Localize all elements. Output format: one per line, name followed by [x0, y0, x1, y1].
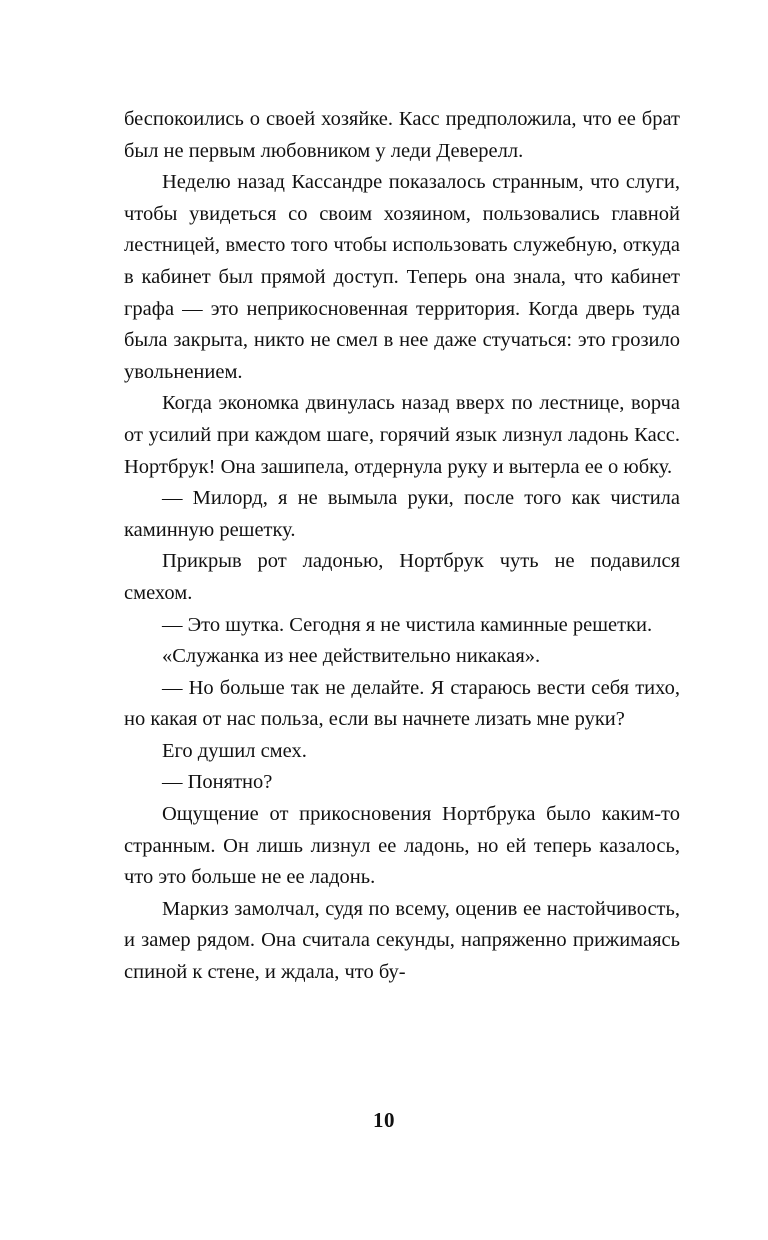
- paragraph: Маркиз замолчал, судя по всему, оценив ее настойчивость, и замер рядом. Она считала секунды, напряженно прижимаясь спиной к стене, и ждала, что бу-: [124, 897, 680, 984]
- paragraph: Когда экономка двинулась назад вверх по лестнице, ворча от усилий при каждом шаге, горячий язык лизнул ладонь Касс. Нортбрук! Она зашипела, отдернула руку и вытерла ее о юбку.: [124, 392, 680, 478]
- paragraph: «Служанка из нее действительно никакая».: [162, 645, 541, 668]
- paragraph: Ощущение от прикосновения Нортбрука было каким-то странным. Он лишь лизнул ее ладонь, но ей теперь казалось, что это больше не ее ладонь.: [124, 803, 680, 889]
- page-number: 10: [373, 1108, 395, 1132]
- paragraph: Прикрыв рот ладонью, Нортбрук чуть не подавился смехом.: [124, 550, 680, 604]
- paragraph: Его душил смех.: [162, 739, 307, 762]
- paragraph: Неделю назад Кассандре показалось странным, что слуги, чтобы увидеться со своим хозяином, пользовались главной лестницей, вместо того чтобы использовать служебную, откуда в кабинет был прямой доступ. Теперь она знала, что кабинет графа — это неприкосновенная территория. Когда дверь туда была закрыта, никто не смел в нее даже стучаться: это грозило увольнением.: [124, 171, 680, 383]
- page-text-body: [124, 104, 680, 989]
- paragraph: — Милорд, я не вымыла руки, после того как чистила каминную решетку.: [124, 487, 680, 541]
- paragraph: — Это шутка. Сегодня я не чистила каминные решетки.: [162, 613, 653, 636]
- paragraph: — Понятно?: [162, 771, 273, 794]
- paragraph: — Но больше так не делайте. Я стараюсь вести себя тихо, но какая от нас польза, если вы начнете лизать мне руки?: [124, 676, 680, 731]
- paragraph: беспокоились о своей хозяйке. Касс предположила, что ее брат был не первым любовником у леди Деверелл.: [124, 108, 680, 162]
